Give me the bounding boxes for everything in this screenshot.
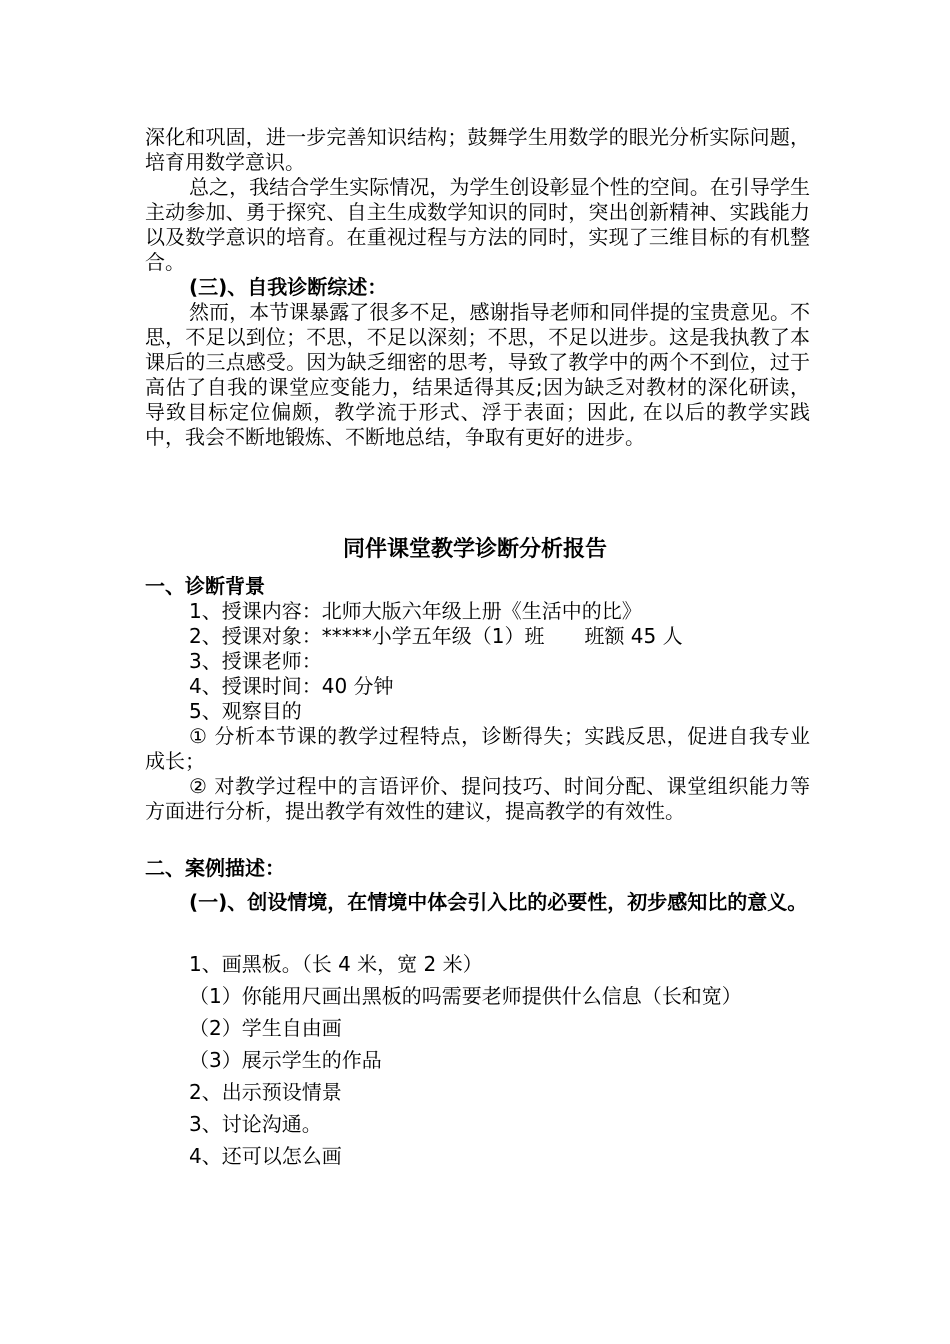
paragraph-continuation: 深化和巩固，进一步完善知识结构；鼓舞学生用数学的眼光分析实际问题，培育用数学意识。 — [145, 125, 810, 174]
list-item: 4、授课时间：40 分钟 — [189, 674, 394, 698]
list-item: 5、观察目的 — [189, 699, 302, 723]
step-item: 3、讨论沟通。 — [189, 1112, 322, 1136]
paragraph-summary: 总之，我结合学生实际情况，为学生创设彰显个性的空间。在引导学生主动参加、勇于探究、自主生成数学知识的同时，突出创新精神、实践能力以及数学意识的培育。在重视过程与方法的同时，实现了三维目标的有机整合。 — [145, 175, 810, 274]
subheading-situation: (一)、创设情境，在情境中体会引入比的必要性，初步感知比的意义。 — [189, 890, 808, 914]
step-item: 2、出示预设情景 — [189, 1080, 342, 1104]
list-item: 1、授课内容：北师大版六年级上册《生活中的比》 — [189, 599, 642, 623]
step-item: （2）学生自由画 — [189, 1016, 342, 1040]
step-item: （3）展示学生的作品 — [189, 1048, 382, 1072]
step-item: 1、画黑板。（长 4 米，宽 2 米） — [189, 952, 483, 976]
report-title: 同伴课堂教学诊断分析报告 — [342, 537, 607, 562]
step-item: 4、还可以怎么画 — [189, 1144, 342, 1168]
section-heading-case: 二、案例描述： — [145, 856, 285, 880]
list-item: 3、授课老师： — [189, 649, 322, 673]
paragraph-self-diagnosis: 然而，本节课暴露了很多不足，感谢指导老师和同伴提的宝贵意见。不思，不足以到位；不思，不足以深刻；不思，不足以进步。这是我执教了本课后的三点感受。因为缺乏细密的思考，导致了教学中的两个不到位，过于高估了自我的课堂应变能力，结果适得其反;因为缺乏对教材的深化研读，导致目标定位偏颇，教学流于形式、浮于表面；因此, 在以后的教学实践中，我会不断地锻炼、不断地总结，争取有更好的进步。 — [145, 300, 810, 449]
section-heading-background: 一、诊断背景 — [145, 574, 265, 598]
step-item: （1）你能用尺画出黑板的吗需要老师提供什么信息（长和宽） — [189, 984, 742, 1008]
heading-self-diagnosis: (三)、自我诊断综述： — [189, 275, 388, 299]
goal-item-1: ① 分析本节课的教学过程特点，诊断得失；实践反思，促进自我专业成长； — [145, 724, 810, 773]
goal-item-2: ② 对教学过程中的言语评价、提问技巧、时间分配、课堂组织能力等方面进行分析，提出教学有效性的建议，提高教学的有效性。 — [145, 774, 810, 823]
list-item: 2、授课对象：*****小学五年级（1）班 班额 45 人 — [189, 624, 683, 648]
